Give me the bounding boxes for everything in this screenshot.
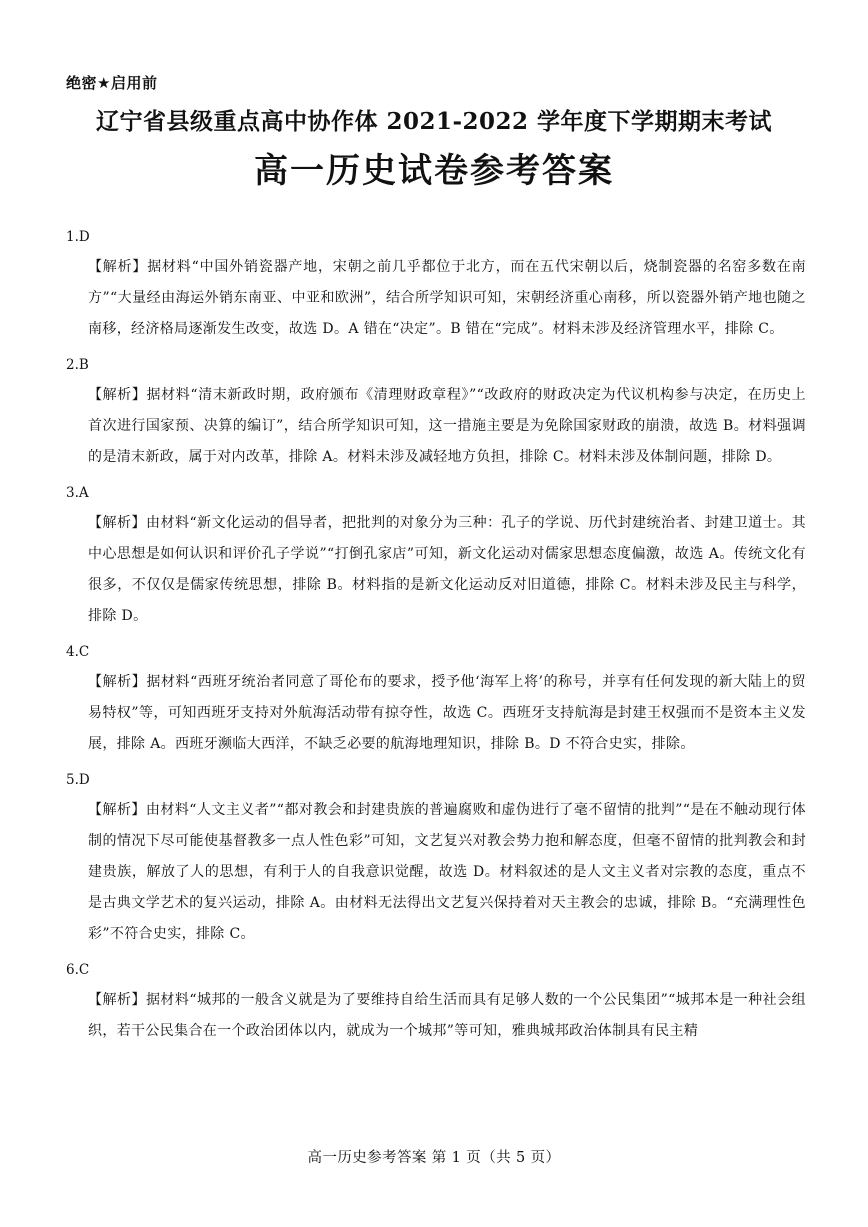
question-number: 6.C <box>66 962 90 978</box>
answer-item <box>66 222 806 345</box>
answer-item <box>66 637 806 760</box>
question-number: 1.D <box>66 229 90 245</box>
question-number: 3.A <box>66 485 89 501</box>
answer-item <box>66 350 806 473</box>
answer-list <box>66 222 806 1052</box>
answer-analysis: 【解析】由材料“新文化运动的倡导者，把批判的对象分为三种：孔子的学说、历代封建统治者、封建卫道士。其中心思想是如何认识和评价孔子学说”“打倒孔家店”可知，新文化运动对儒家思想态度偏激，故选 A。传统文化有很多，不仅仅是儒家传统思想，排除 B。材料指的是新文化运动反对旧道德，排除 C。材料未涉及民主与科学，排除 D。 <box>88 515 806 624</box>
exam-title: 辽宁省县级重点高中协作体 2021-2022 学年度下学期期末考试 <box>95 108 773 135</box>
answer-analysis: 【解析】由材料“人文主义者”“都对教会和封建贵族的普遍腐败和虚伪进行了毫不留情的批判”“是在不触动现行体制的情况下尽可能使基督教多一点人性色彩”可知，文艺复兴对教会势力抱和解态度，但毫不留情的批判教会和封建贵族，解放了人的思想，有利于人的自我意识觉醒，故选 D。材料叙述的是人文主义者对宗教的态度，重点不是古典文学艺术的复兴运动，排除 A。由材料无法得出文艺复兴保持着对天主教会的忠诚，排除 B。“充满理性色彩”不符合史实，排除 C。 <box>88 802 806 942</box>
document-title: 高一历史试卷参考答案 <box>254 151 614 191</box>
question-number: 2.B <box>66 357 89 373</box>
answer-analysis: 【解析】据材料“清末新政时期，政府颁布《清理财政章程》”“改政府的财政决定为代议机构参与决定，在历史上首次进行国家预、决算的编订”，结合所学知识可知，这一措施主要是为免除国家财政的崩溃，故选 B。材料强调的是清末新政，属于对内改革，排除 A。材料未涉及减轻地方负担，排除 C。材料未涉及体制问题，排除 D。 <box>88 387 806 465</box>
answer-analysis: 【解析】据材料“中国外销瓷器产地，宋朝之前几乎都位于北方，而在五代宋朝以后，烧制瓷器的名窑多数在南方”“大量经由海运外销东南亚、中亚和欧洲”，结合所学知识可知，宋朝经济重心南移，所以瓷器外销产地也随之南移，经济格局逐渐发生改变，故选 D。A 错在“决定”。B 错在“完成”。材料未涉及经济管理水平，排除 C。 <box>88 259 806 337</box>
question-number: 4.C <box>66 644 90 660</box>
answer-analysis: 【解析】据材料“城邦的一般含义就是为了要维持自给生活而具有足够人数的一个公民集团”“城邦本是一种社会组织，若干公民集合在一个政治团体以内，就成为一个城邦”等可知，雅典城邦政治体制具有民主精 <box>88 992 806 1039</box>
question-number: 5.D <box>66 772 90 788</box>
confidential-label: 绝密★启用前 <box>66 74 158 92</box>
answer-analysis: 【解析】据材料“西班牙统治者同意了哥伦布的要求，授予他‘海军上将’的称号，并享有任何发现的新大陆上的贸易特权”等，可知西班牙支持对外航海活动带有掠夺性，故选 C。西班牙支持航海是封建王权强而不是资本主义发展，排除 A。西班牙濒临大西洋，不缺乏必要的航海地理知识，排除 B。D 不符合史实，排除。 <box>88 674 806 752</box>
answer-item <box>66 955 806 1047</box>
answer-item <box>66 765 806 950</box>
answer-item <box>66 478 806 632</box>
page-footer: 高一历史参考答案 第 1 页（共 5 页） <box>307 1150 561 1166</box>
